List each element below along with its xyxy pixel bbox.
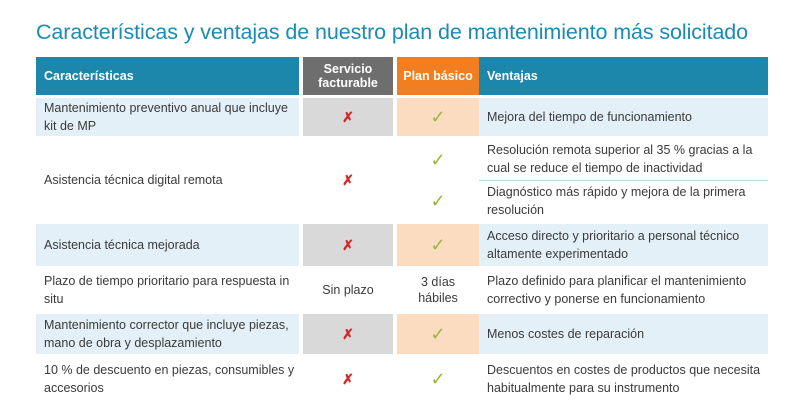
cell-ventajas xyxy=(479,314,768,354)
ventaja-text: Plazo definido para planificar el mantenimiento correctivo y ponerse en funcionamiento xyxy=(487,274,747,306)
cell-plan xyxy=(397,224,479,266)
table-row xyxy=(36,139,768,221)
cell-ventajas xyxy=(479,224,768,266)
cell-plan xyxy=(397,269,479,311)
check-icon: ✓ xyxy=(430,369,446,389)
ventaja-text: Diagnóstico más rápido y mejora de la primera resolución xyxy=(479,180,768,222)
cell-caracteristica: Asistencia técnica mejorada xyxy=(36,224,299,266)
ventaja-text: Acceso directo y prioritario a personal técnico altamente experimentado xyxy=(487,229,740,261)
cell-servicio xyxy=(303,314,393,354)
page-title: Características y ventajas de nuestro plan de mantenimiento más solicitado xyxy=(36,20,749,44)
cell-ventajas xyxy=(479,357,768,401)
cell-caracteristica: Mantenimiento corrector que incluye piezas, mano de obra y desplazamiento xyxy=(36,314,299,354)
table-row xyxy=(36,357,768,401)
cell-servicio xyxy=(303,224,393,266)
ventaja-text: Descuentos en costes de productos que necesita habitualmente para su instrumento xyxy=(487,363,761,395)
ventaja-text: Menos costes de reparación xyxy=(487,327,645,341)
comparison-table xyxy=(36,57,768,401)
cell-caracteristica: Asistencia técnica digital remota xyxy=(36,139,299,221)
ventaja-text: Mejora del tiempo de funcionamiento xyxy=(487,110,692,124)
ventaja-text: Resolución remota superior al 35 % gracias a la cual se reduce el tiempo de inactividad xyxy=(487,143,753,176)
check-icon: ✓ xyxy=(430,235,446,255)
header-ventajas: Ventajas xyxy=(479,57,768,95)
cell-caracteristica: Plazo de tiempo prioritario para respuesta in situ xyxy=(36,269,299,311)
table-row xyxy=(36,98,768,136)
table-row xyxy=(36,224,768,266)
cell-ventajas xyxy=(479,139,768,221)
cell-plan xyxy=(397,139,479,221)
table-row xyxy=(36,269,768,311)
check-icon: ✓ xyxy=(430,324,446,344)
cell-plan xyxy=(397,357,479,401)
cell-servicio xyxy=(303,269,393,311)
cell-servicio xyxy=(303,98,393,136)
table-body xyxy=(36,95,768,401)
cross-icon: ✗ xyxy=(342,326,354,342)
check-icon: ✓ xyxy=(430,190,446,211)
header-servicio-facturable: Servicio facturable xyxy=(303,57,393,95)
cross-icon: ✗ xyxy=(342,237,354,253)
header-caracteristicas: Características xyxy=(36,57,299,95)
table-header xyxy=(36,57,768,95)
cell-caracteristica: Mantenimiento preventivo anual que incluye kit de MP xyxy=(36,98,299,136)
cross-icon: ✗ xyxy=(342,371,354,387)
table-row xyxy=(36,314,768,354)
check-icon: ✓ xyxy=(430,107,446,127)
cell-plan xyxy=(397,314,479,354)
cell-plan-text: 3 días hábiles xyxy=(418,275,458,305)
header-plan-basico: Plan básico xyxy=(397,57,479,95)
cell-ventajas xyxy=(479,269,768,311)
check-icon: ✓ xyxy=(430,149,446,170)
cell-servicio-text: Sin plazo xyxy=(322,283,374,297)
cell-ventajas xyxy=(479,98,768,136)
cell-caracteristica: 10 % de descuento en piezas, consumibles y accesorios xyxy=(36,357,299,401)
cross-icon: ✗ xyxy=(342,172,354,188)
cell-plan xyxy=(397,98,479,136)
cell-servicio xyxy=(303,357,393,401)
cross-icon: ✗ xyxy=(342,109,354,125)
cell-servicio xyxy=(303,139,393,221)
